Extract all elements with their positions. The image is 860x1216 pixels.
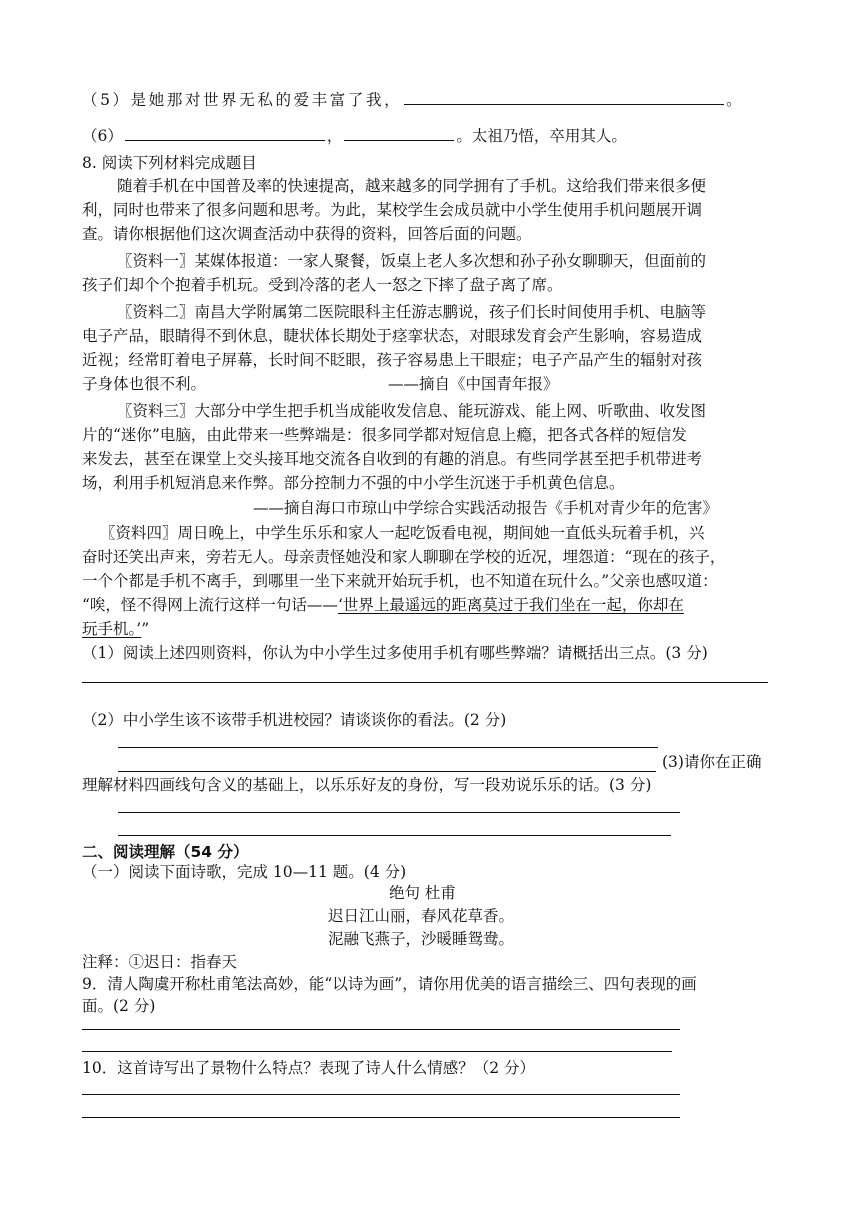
section-2-title: 二、阅读理解（54 分） <box>82 843 249 861</box>
material-2-line-1: 〖资料二〗南昌大学附属第二医院眼科主任游志鹏说，孩子们长时间使用手机、电脑等 <box>117 303 707 321</box>
material-3-line-4: 场，利用手机短消息来作弊。部分控制力不强的中小学生沉迷于手机黄色信息。 <box>82 474 625 492</box>
q8-sub3-answer-line-2[interactable] <box>118 835 671 836</box>
material-4-line-4 <box>82 595 684 615</box>
material-4-line-1: 〖资料四〗周日晚上，中学生乐乐和家人一起吃饭看电视，期间她一直低头玩着手机，兴 <box>100 524 705 542</box>
q5-end: 。 <box>726 91 742 109</box>
q6-line <box>82 124 627 146</box>
q8-sub3-continued: 理解材料四画线句含义的基础上，以乐乐好友的身份，写一段劝说乐乐的话。(3 分) <box>82 776 652 794</box>
q10-answer-line-2[interactable] <box>82 1117 680 1118</box>
poem-line-1: 迟日江山丽，春风花草香。 <box>328 907 515 925</box>
material-4-line-3: 一个个都是手机不离手，到哪里一坐下来就开始玩手机，也不知道在玩什么。”父亲也感叹道： <box>82 572 718 590</box>
material-4-underlined-sentence: ‘世界上最遥远的距离莫过于我们坐在一起，你却在 <box>337 596 684 614</box>
material-3-line-2: 片的“迷你”电脑，由此带来一些弊端是：很多同学都对短信息上瘾，把各式各样的短信发 <box>82 426 687 444</box>
q5-answer-blank[interactable] <box>404 88 724 105</box>
q8-sub3-start: (3)请你在正确 <box>662 753 762 771</box>
q8-intro-line-3: 查。请你根据他们这次调查活动中获得的资料，回答后面的问题。 <box>82 225 532 243</box>
q8-sub2-answer-line-1[interactable] <box>118 747 658 748</box>
q6-number: （6） <box>82 127 123 145</box>
q5-text: （5）是她那对世界无私的爱丰富了我， <box>82 91 403 109</box>
q8-sub2: （2）中小学生该不该带手机进校园？请谈谈你的看法。(2 分) <box>82 711 507 729</box>
material-1-line-2: 孩子们却个个抱着手机玩。受到冷落的老人一怒之下摔了盘子离了席。 <box>82 276 563 294</box>
q5-line <box>82 88 742 110</box>
q10: 10．这首诗写出了景物什么特点？表现了诗人什么情感？（2 分） <box>82 1059 536 1077</box>
material-4-quote-close: ” <box>141 620 150 638</box>
q8-sub1: （1）阅读上述四则资料，你认为中小学生过多使用手机有哪些弊端？请概括出三点。(3 分) <box>82 644 708 662</box>
q6-answer-blank-1[interactable] <box>125 124 325 141</box>
material-3-source: ——摘自海口市琼山中学综合实践活动报告《手机对青少年的危害》 <box>253 499 719 517</box>
material-2-line-3: 近视；经常盯着电子屏幕，长时间不眨眼，孩子容易患上干眼症；电子产品产生的辐射对孩 <box>82 351 703 369</box>
material-1-line-1: 〖资料一〗某媒体报道：一家人聚餐，饭桌上老人多次想和孙子孙女聊聊天，但面前的 <box>117 252 707 270</box>
q9-line-1: 9．清人陶虞开称杜甫笔法高妙，能“以诗为画”，请你用优美的语言描绘三、四句表现的画 <box>82 975 697 993</box>
q9-line-2: 面。(2 分) <box>82 997 156 1015</box>
material-4-underlined-end: 玩手机。’ <box>82 620 142 638</box>
material-3-line-3: 来发去，甚至在课堂上交头接耳地交流各自收到的有趣的消息。有些同学甚至把手机带进考 <box>82 450 703 468</box>
poem-title: 绝句 杜甫 <box>389 884 456 902</box>
q8-intro-line-1: 随着手机在中国普及率的快速提高，越来越多的同学拥有了手机。这给我们带来很多便 <box>117 177 707 195</box>
q6-answer-blank-2[interactable] <box>344 124 454 141</box>
q8-sub3-answer-line-1[interactable] <box>118 812 680 813</box>
material-2-source: ——摘自《中国青年报》 <box>388 375 559 393</box>
q8-intro-line-2: 利，同时也带来了很多问题和思考。为此，某校学生会成员就中小学生使用手机问题展开调 <box>82 201 703 219</box>
material-3-line-1: 〖资料三〗大部分中学生把手机当成能收发信息、能玩游戏、能上网、听歌曲、收发图 <box>117 402 707 420</box>
poem-line-2: 泥融飞燕子，沙暖睡鸳鸯。 <box>328 930 515 948</box>
q6-comma: ， <box>326 127 343 145</box>
q8-sub2-answer-line-2[interactable] <box>118 771 656 772</box>
q8-sub1-answer-line[interactable] <box>82 682 768 683</box>
material-2-line-2: 电子产品，眼睛得不到休息，睫状体长期处于痉挛状态，对眼球发育会产生影响，容易造成 <box>82 327 703 345</box>
material-4-quote-intro: “唉，怪不得网上流行这样一句话—— <box>82 596 338 614</box>
poem-note: 注释：①迟日：指春天 <box>82 953 238 971</box>
section-2-part-1: （一）阅读下面诗歌，完成 10—11 题。(4 分) <box>82 863 407 881</box>
q9-answer-line-2[interactable] <box>82 1051 672 1052</box>
material-2-line-4: 子身体也很不利。 <box>82 375 207 393</box>
q10-answer-line-1[interactable] <box>82 1094 680 1095</box>
material-4-line-2: 奋时还笑出声来，旁若无人。母亲责怪她没和家人聊聊在学校的近况，埋怨道：“现在的孩子， <box>82 548 726 566</box>
material-4-line-5 <box>82 619 149 639</box>
q6-rest: 。太祖乃悟，卒用其人。 <box>456 127 627 145</box>
q8-title: 8. 阅读下列材料完成题目 <box>82 154 257 172</box>
q9-answer-line-1[interactable] <box>82 1029 680 1030</box>
